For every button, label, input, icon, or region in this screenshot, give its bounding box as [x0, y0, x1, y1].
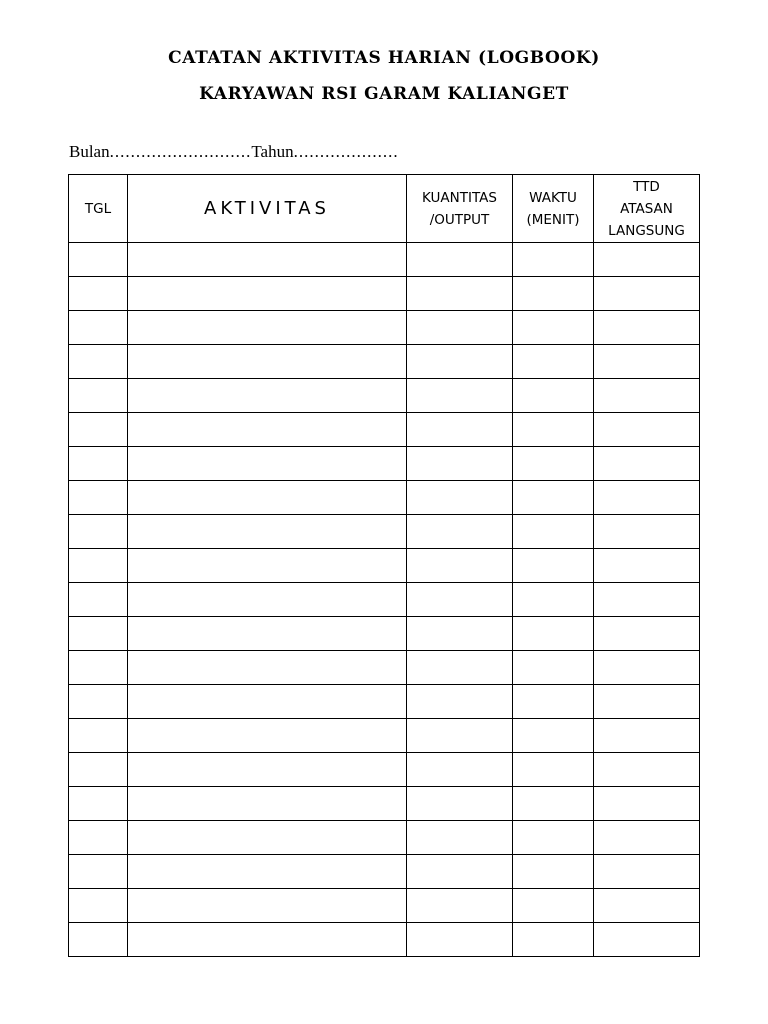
- cell-tgl[interactable]: [69, 685, 128, 719]
- cell-aktivitas[interactable]: [128, 447, 407, 481]
- cell-tgl[interactable]: [69, 923, 128, 957]
- cell-tgl[interactable]: [69, 549, 128, 583]
- document-title: CATATAN AKTIVITAS HARIAN (LOGBOOK): [168, 48, 600, 68]
- cell-tgl[interactable]: [69, 719, 128, 753]
- cell-ttd[interactable]: [594, 719, 700, 753]
- cell-tgl[interactable]: [69, 515, 128, 549]
- cell-tgl[interactable]: [69, 855, 128, 889]
- cell-tgl[interactable]: [69, 345, 128, 379]
- table-row: [69, 617, 700, 651]
- period-line: [69, 142, 399, 162]
- cell-tgl[interactable]: [69, 787, 128, 821]
- header-ttd: [594, 175, 700, 243]
- cell-waktu[interactable]: [513, 821, 594, 855]
- table-row: [69, 549, 700, 583]
- table-row: [69, 889, 700, 923]
- table-row: [69, 379, 700, 413]
- cell-waktu[interactable]: [513, 889, 594, 923]
- month-blank: ...........................: [109, 142, 252, 161]
- cell-kuantitas[interactable]: [407, 413, 513, 447]
- table-header-row: [69, 175, 700, 243]
- cell-waktu[interactable]: [513, 379, 594, 413]
- cell-ttd[interactable]: [594, 515, 700, 549]
- cell-ttd[interactable]: [594, 651, 700, 685]
- cell-kuantitas[interactable]: [407, 685, 513, 719]
- table-row: [69, 345, 700, 379]
- cell-tgl[interactable]: [69, 277, 128, 311]
- cell-waktu[interactable]: [513, 413, 594, 447]
- cell-waktu[interactable]: [513, 549, 594, 583]
- table-row: [69, 311, 700, 345]
- cell-aktivitas[interactable]: [128, 821, 407, 855]
- cell-ttd[interactable]: [594, 583, 700, 617]
- cell-tgl[interactable]: [69, 617, 128, 651]
- document-subtitle: KARYAWAN RSI GARAM KALIANGET: [199, 84, 569, 104]
- cell-aktivitas[interactable]: [128, 889, 407, 923]
- cell-aktivitas[interactable]: [128, 583, 407, 617]
- cell-tgl[interactable]: [69, 413, 128, 447]
- cell-waktu[interactable]: [513, 277, 594, 311]
- header-ttd-line2: ATASAN: [620, 200, 673, 217]
- cell-aktivitas[interactable]: [128, 787, 407, 821]
- cell-ttd[interactable]: [594, 243, 700, 277]
- cell-aktivitas[interactable]: [128, 311, 407, 345]
- cell-ttd[interactable]: [594, 549, 700, 583]
- cell-ttd[interactable]: [594, 923, 700, 957]
- table-row: [69, 685, 700, 719]
- cell-kuantitas[interactable]: [407, 719, 513, 753]
- cell-tgl[interactable]: [69, 583, 128, 617]
- cell-aktivitas[interactable]: [128, 685, 407, 719]
- cell-tgl[interactable]: [69, 651, 128, 685]
- year-label: Tahun: [251, 142, 294, 161]
- cell-tgl[interactable]: [69, 821, 128, 855]
- logbook-table: [68, 174, 700, 957]
- cell-kuantitas[interactable]: [407, 753, 513, 787]
- cell-tgl[interactable]: [69, 889, 128, 923]
- cell-kuantitas[interactable]: [407, 277, 513, 311]
- cell-ttd[interactable]: [594, 821, 700, 855]
- table-row: [69, 447, 700, 481]
- cell-waktu[interactable]: [513, 855, 594, 889]
- cell-ttd[interactable]: [594, 685, 700, 719]
- cell-waktu[interactable]: [513, 617, 594, 651]
- table-row: [69, 481, 700, 515]
- cell-ttd[interactable]: [594, 889, 700, 923]
- cell-kuantitas[interactable]: [407, 855, 513, 889]
- table-row: [69, 277, 700, 311]
- cell-waktu[interactable]: [513, 753, 594, 787]
- cell-tgl[interactable]: [69, 379, 128, 413]
- table-row: [69, 413, 700, 447]
- cell-ttd[interactable]: [594, 311, 700, 345]
- cell-kuantitas[interactable]: [407, 515, 513, 549]
- table-row: [69, 651, 700, 685]
- cell-waktu[interactable]: [513, 651, 594, 685]
- header-kuantitas-line2: /OUTPUT: [429, 211, 490, 228]
- table-row: [69, 753, 700, 787]
- cell-tgl[interactable]: [69, 243, 128, 277]
- cell-ttd[interactable]: [594, 379, 700, 413]
- cell-aktivitas[interactable]: [128, 379, 407, 413]
- cell-kuantitas[interactable]: [407, 311, 513, 345]
- cell-ttd[interactable]: [594, 345, 700, 379]
- cell-kuantitas[interactable]: [407, 549, 513, 583]
- cell-aktivitas[interactable]: [128, 515, 407, 549]
- cell-ttd[interactable]: [594, 617, 700, 651]
- cell-aktivitas[interactable]: [128, 481, 407, 515]
- table-row: [69, 821, 700, 855]
- cell-aktivitas[interactable]: [128, 617, 407, 651]
- table-row: [69, 855, 700, 889]
- cell-kuantitas[interactable]: [407, 617, 513, 651]
- cell-ttd[interactable]: [594, 447, 700, 481]
- cell-kuantitas[interactable]: [407, 447, 513, 481]
- cell-kuantitas[interactable]: [407, 889, 513, 923]
- cell-kuantitas[interactable]: [407, 345, 513, 379]
- cell-ttd[interactable]: [594, 481, 700, 515]
- cell-waktu[interactable]: [513, 345, 594, 379]
- cell-waktu[interactable]: [513, 685, 594, 719]
- cell-aktivitas[interactable]: [128, 277, 407, 311]
- header-ttd-line3: LANGSUNG: [608, 222, 685, 239]
- month-label: Bulan: [69, 142, 110, 161]
- cell-kuantitas[interactable]: [407, 787, 513, 821]
- cell-tgl[interactable]: [69, 447, 128, 481]
- header-aktivitas: AKTIVITAS: [128, 175, 407, 243]
- cell-waktu[interactable]: [513, 583, 594, 617]
- header-waktu: [513, 175, 594, 243]
- cell-ttd[interactable]: [594, 413, 700, 447]
- cell-aktivitas[interactable]: [128, 345, 407, 379]
- cell-waktu[interactable]: [513, 719, 594, 753]
- cell-aktivitas[interactable]: [128, 549, 407, 583]
- cell-tgl[interactable]: [69, 481, 128, 515]
- cell-tgl[interactable]: [69, 753, 128, 787]
- cell-aktivitas[interactable]: [128, 243, 407, 277]
- cell-aktivitas[interactable]: [128, 923, 407, 957]
- table-row: [69, 787, 700, 821]
- cell-ttd[interactable]: [594, 753, 700, 787]
- cell-waktu[interactable]: [513, 311, 594, 345]
- cell-waktu[interactable]: [513, 243, 594, 277]
- cell-aktivitas[interactable]: [128, 753, 407, 787]
- cell-kuantitas[interactable]: [407, 243, 513, 277]
- table-row: [69, 243, 700, 277]
- cell-kuantitas[interactable]: [407, 651, 513, 685]
- cell-waktu[interactable]: [513, 787, 594, 821]
- cell-kuantitas[interactable]: [407, 379, 513, 413]
- cell-ttd[interactable]: [594, 787, 700, 821]
- table-row: [69, 515, 700, 549]
- cell-waktu[interactable]: [513, 923, 594, 957]
- header-waktu-line2: (MENIT): [526, 211, 580, 228]
- table-row: [69, 923, 700, 957]
- cell-kuantitas[interactable]: [407, 583, 513, 617]
- cell-ttd[interactable]: [594, 277, 700, 311]
- cell-ttd[interactable]: [594, 855, 700, 889]
- cell-aktivitas[interactable]: [128, 855, 407, 889]
- cell-waktu[interactable]: [513, 447, 594, 481]
- header-kuantitas-line1: KUANTITAS: [422, 189, 497, 206]
- cell-tgl[interactable]: [69, 311, 128, 345]
- cell-kuantitas[interactable]: [407, 923, 513, 957]
- cell-waktu[interactable]: [513, 515, 594, 549]
- header-waktu-line1: WAKTU: [529, 189, 577, 206]
- table-row: [69, 719, 700, 753]
- header-tgl: TGL: [69, 175, 128, 243]
- logbook-body: [69, 243, 700, 957]
- cell-kuantitas[interactable]: [407, 481, 513, 515]
- header-ttd-line1: TTD: [633, 178, 660, 195]
- cell-waktu[interactable]: [513, 481, 594, 515]
- year-blank: ....................: [293, 142, 399, 161]
- cell-aktivitas[interactable]: [128, 719, 407, 753]
- table-row: [69, 583, 700, 617]
- cell-aktivitas[interactable]: [128, 413, 407, 447]
- cell-kuantitas[interactable]: [407, 821, 513, 855]
- cell-aktivitas[interactable]: [128, 651, 407, 685]
- header-kuantitas: [407, 175, 513, 243]
